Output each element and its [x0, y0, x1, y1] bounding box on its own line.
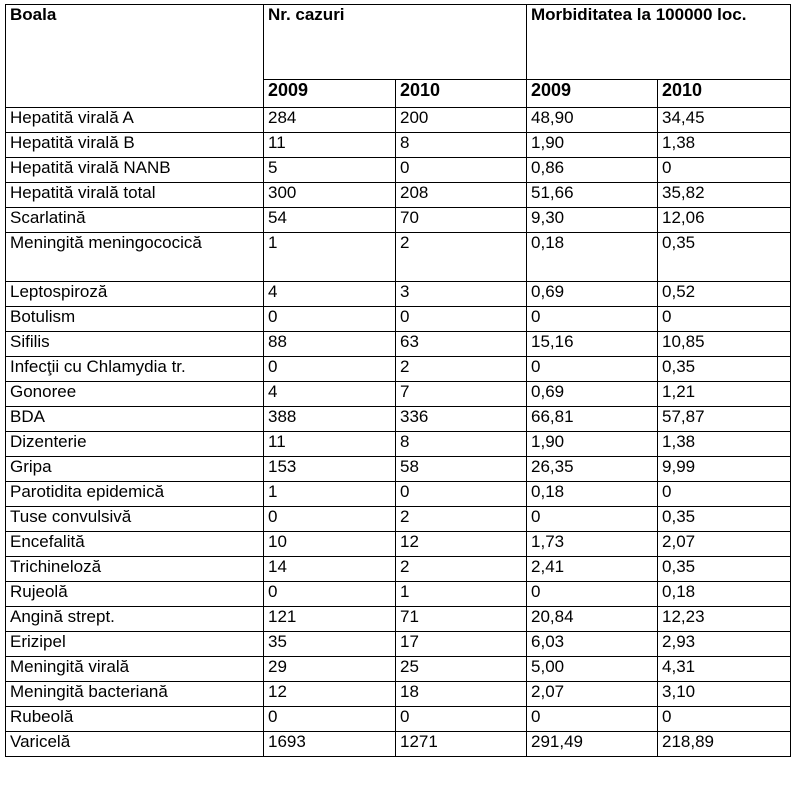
table-row — [6, 457, 791, 482]
morbidity-2010-cell: 1,38 — [658, 432, 791, 457]
cases-2009-cell: 153 — [264, 457, 396, 482]
morbidity-2010-cell: 3,10 — [658, 682, 791, 707]
morbidity-2010-cell: 10,85 — [658, 332, 791, 357]
disease-name-cell: Dizenterie — [6, 432, 264, 457]
cases-2010-cell: 208 — [396, 183, 527, 208]
disease-name-cell: Meningită meningococică — [6, 233, 264, 282]
disease-name-cell: BDA — [6, 407, 264, 432]
morbidity-2010-cell: 0,35 — [658, 357, 791, 382]
morbidity-2009-cell: 51,66 — [527, 183, 658, 208]
morbidity-group-header: Morbiditatea la 100000 loc. — [527, 5, 791, 80]
morbidity-2010-cell: 0 — [658, 307, 791, 332]
disease-name-cell: Tuse convulsivă — [6, 507, 264, 532]
cases-group-header: Nr. cazuri — [264, 5, 527, 80]
table-row — [6, 108, 791, 133]
table-row — [6, 632, 791, 657]
disease-name-cell: Gripa — [6, 457, 264, 482]
disease-name-cell: Hepatită virală total — [6, 183, 264, 208]
table-body — [6, 108, 791, 757]
cases-2010-cell: 70 — [396, 208, 527, 233]
disease-name-cell: Encefalită — [6, 532, 264, 557]
cases-2010-cell: 58 — [396, 457, 527, 482]
cases-2010-cell: 63 — [396, 332, 527, 357]
cases-2009-cell: 0 — [264, 507, 396, 532]
morbidity-2009-cell: 6,03 — [527, 632, 658, 657]
morbidity-2010-cell: 4,31 — [658, 657, 791, 682]
table-row — [6, 332, 791, 357]
cases-2009-cell: 14 — [264, 557, 396, 582]
cases-2009-cell: 1 — [264, 233, 396, 282]
morbidity-2009-cell: 1,90 — [527, 133, 658, 158]
cases-2009-cell: 284 — [264, 108, 396, 133]
cases-2010-cell: 0 — [396, 158, 527, 183]
morbidity-2010-cell: 12,23 — [658, 607, 791, 632]
morbidity-2010-cell: 0,35 — [658, 507, 791, 532]
morbidity-2009-cell: 0,69 — [527, 282, 658, 307]
table-row — [6, 557, 791, 582]
cases-2009-cell: 4 — [264, 382, 396, 407]
disease-name-cell: Parotidita epidemică — [6, 482, 264, 507]
cases-2010-cell: 200 — [396, 108, 527, 133]
cases-2010-cell: 71 — [396, 607, 527, 632]
table-row — [6, 482, 791, 507]
table-row — [6, 133, 791, 158]
cases-2010-cell: 1 — [396, 582, 527, 607]
cases-2010-cell: 17 — [396, 632, 527, 657]
morbidity-2010-cell: 0,35 — [658, 233, 791, 282]
disease-name-cell: Trichineloză — [6, 557, 264, 582]
disease-name-cell: Erizipel — [6, 632, 264, 657]
cases-2009-cell: 29 — [264, 657, 396, 682]
cases-2009-cell: 11 — [264, 432, 396, 457]
cases-2010-cell: 0 — [396, 707, 527, 732]
table-row — [6, 233, 791, 282]
morbidity-2010-cell: 2,07 — [658, 532, 791, 557]
table-row — [6, 432, 791, 457]
morbidity-2010-cell: 218,89 — [658, 732, 791, 757]
morbidity-2010-cell: 1,38 — [658, 133, 791, 158]
cases-2010-cell: 2 — [396, 557, 527, 582]
table-row — [6, 407, 791, 432]
cases-2010-cell: 12 — [396, 532, 527, 557]
morbidity-2010-cell: 57,87 — [658, 407, 791, 432]
morbidity-2009-cell: 0 — [527, 582, 658, 607]
morbidity-2009-header: 2009 — [527, 80, 658, 108]
cases-2009-cell: 1 — [264, 482, 396, 507]
cases-2010-cell: 8 — [396, 432, 527, 457]
morbidity-2009-cell: 0,18 — [527, 233, 658, 282]
morbidity-2009-cell: 1,73 — [527, 532, 658, 557]
morbidity-2010-cell: 0,52 — [658, 282, 791, 307]
cases-2010-cell: 1271 — [396, 732, 527, 757]
cases-2010-cell: 336 — [396, 407, 527, 432]
disease-name-cell: Meningită virală — [6, 657, 264, 682]
cases-2009-cell: 11 — [264, 133, 396, 158]
cases-2010-cell: 18 — [396, 682, 527, 707]
cases-2009-cell: 0 — [264, 357, 396, 382]
table-row — [6, 707, 791, 732]
cases-2010-cell: 2 — [396, 507, 527, 532]
morbidity-2010-cell: 35,82 — [658, 183, 791, 208]
cases-2010-header: 2010 — [396, 80, 527, 108]
table-row — [6, 307, 791, 332]
table-row — [6, 607, 791, 632]
morbidity-2010-cell: 9,99 — [658, 457, 791, 482]
disease-name-cell: Meningită bacteriană — [6, 682, 264, 707]
table-row — [6, 507, 791, 532]
table-row — [6, 382, 791, 407]
disease-name-cell: Angină strept. — [6, 607, 264, 632]
disease-name-cell: Gonoree — [6, 382, 264, 407]
cases-2010-cell: 2 — [396, 357, 527, 382]
table-row — [6, 657, 791, 682]
morbidity-2009-cell: 20,84 — [527, 607, 658, 632]
table-row — [6, 732, 791, 757]
disease-name-cell: Varicelă — [6, 732, 264, 757]
morbidity-2010-cell: 0,18 — [658, 582, 791, 607]
morbidity-2009-cell: 2,07 — [527, 682, 658, 707]
cases-2009-cell: 10 — [264, 532, 396, 557]
cases-2009-cell: 54 — [264, 208, 396, 233]
cases-2009-cell: 300 — [264, 183, 396, 208]
morbidity-2010-cell: 0 — [658, 158, 791, 183]
table-row — [6, 208, 791, 233]
cases-2009-cell: 35 — [264, 632, 396, 657]
morbidity-2009-cell: 9,30 — [527, 208, 658, 233]
morbidity-2010-cell: 34,45 — [658, 108, 791, 133]
table-row — [6, 183, 791, 208]
morbidity-2009-cell: 15,16 — [527, 332, 658, 357]
morbidity-2009-cell: 0,18 — [527, 482, 658, 507]
cases-2009-cell: 88 — [264, 332, 396, 357]
disease-name-cell: Hepatită virală A — [6, 108, 264, 133]
morbidity-2009-cell: 0 — [527, 307, 658, 332]
morbidity-2010-cell: 0 — [658, 707, 791, 732]
disease-name-cell: Scarlatină — [6, 208, 264, 233]
table-row — [6, 682, 791, 707]
table-row — [6, 532, 791, 557]
morbidity-2009-cell: 291,49 — [527, 732, 658, 757]
cases-2009-cell: 5 — [264, 158, 396, 183]
morbidity-2010-cell: 12,06 — [658, 208, 791, 233]
cases-2010-cell: 0 — [396, 482, 527, 507]
disease-name-cell: Sifilis — [6, 332, 264, 357]
disease-name-cell: Rubeolă — [6, 707, 264, 732]
cases-2010-cell: 0 — [396, 307, 527, 332]
morbidity-2009-cell: 26,35 — [527, 457, 658, 482]
cases-2009-cell: 0 — [264, 707, 396, 732]
cases-2010-cell: 8 — [396, 133, 527, 158]
morbidity-2009-cell: 66,81 — [527, 407, 658, 432]
disease-name-cell: Leptospiroză — [6, 282, 264, 307]
cases-2010-cell: 25 — [396, 657, 527, 682]
cases-2009-cell: 388 — [264, 407, 396, 432]
morbidity-2010-cell: 0,35 — [658, 557, 791, 582]
disease-column-header: Boala — [6, 5, 264, 108]
morbidity-2009-cell: 1,90 — [527, 432, 658, 457]
morbidity-2009-cell: 0 — [527, 357, 658, 382]
cases-2009-cell: 0 — [264, 307, 396, 332]
table-row — [6, 158, 791, 183]
disease-name-cell: Infecţii cu Chlamydia tr. — [6, 357, 264, 382]
morbidity-2009-cell: 0 — [527, 707, 658, 732]
disease-name-cell: Hepatită virală NANB — [6, 158, 264, 183]
cases-2009-cell: 12 — [264, 682, 396, 707]
morbidity-2010-cell: 1,21 — [658, 382, 791, 407]
morbidity-2010-cell: 0 — [658, 482, 791, 507]
morbidity-2009-cell: 2,41 — [527, 557, 658, 582]
morbidity-2009-cell: 0 — [527, 507, 658, 532]
cases-2009-cell: 4 — [264, 282, 396, 307]
morbidity-2009-cell: 0,86 — [527, 158, 658, 183]
cases-2010-cell: 3 — [396, 282, 527, 307]
cases-2009-cell: 121 — [264, 607, 396, 632]
disease-statistics-table — [5, 4, 791, 757]
morbidity-2010-cell: 2,93 — [658, 632, 791, 657]
cases-2009-cell: 0 — [264, 582, 396, 607]
cases-2009-header: 2009 — [264, 80, 396, 108]
header-row-groups — [6, 5, 791, 80]
cases-2009-cell: 1693 — [264, 732, 396, 757]
cases-2010-cell: 2 — [396, 233, 527, 282]
cases-2010-cell: 7 — [396, 382, 527, 407]
disease-name-cell: Botulism — [6, 307, 264, 332]
disease-name-cell: Rujeolă — [6, 582, 264, 607]
morbidity-2009-cell: 5,00 — [527, 657, 658, 682]
morbidity-2010-header: 2010 — [658, 80, 791, 108]
morbidity-2009-cell: 0,69 — [527, 382, 658, 407]
table-row — [6, 582, 791, 607]
table-row — [6, 282, 791, 307]
disease-name-cell: Hepatită virală B — [6, 133, 264, 158]
table-row — [6, 357, 791, 382]
morbidity-2009-cell: 48,90 — [527, 108, 658, 133]
